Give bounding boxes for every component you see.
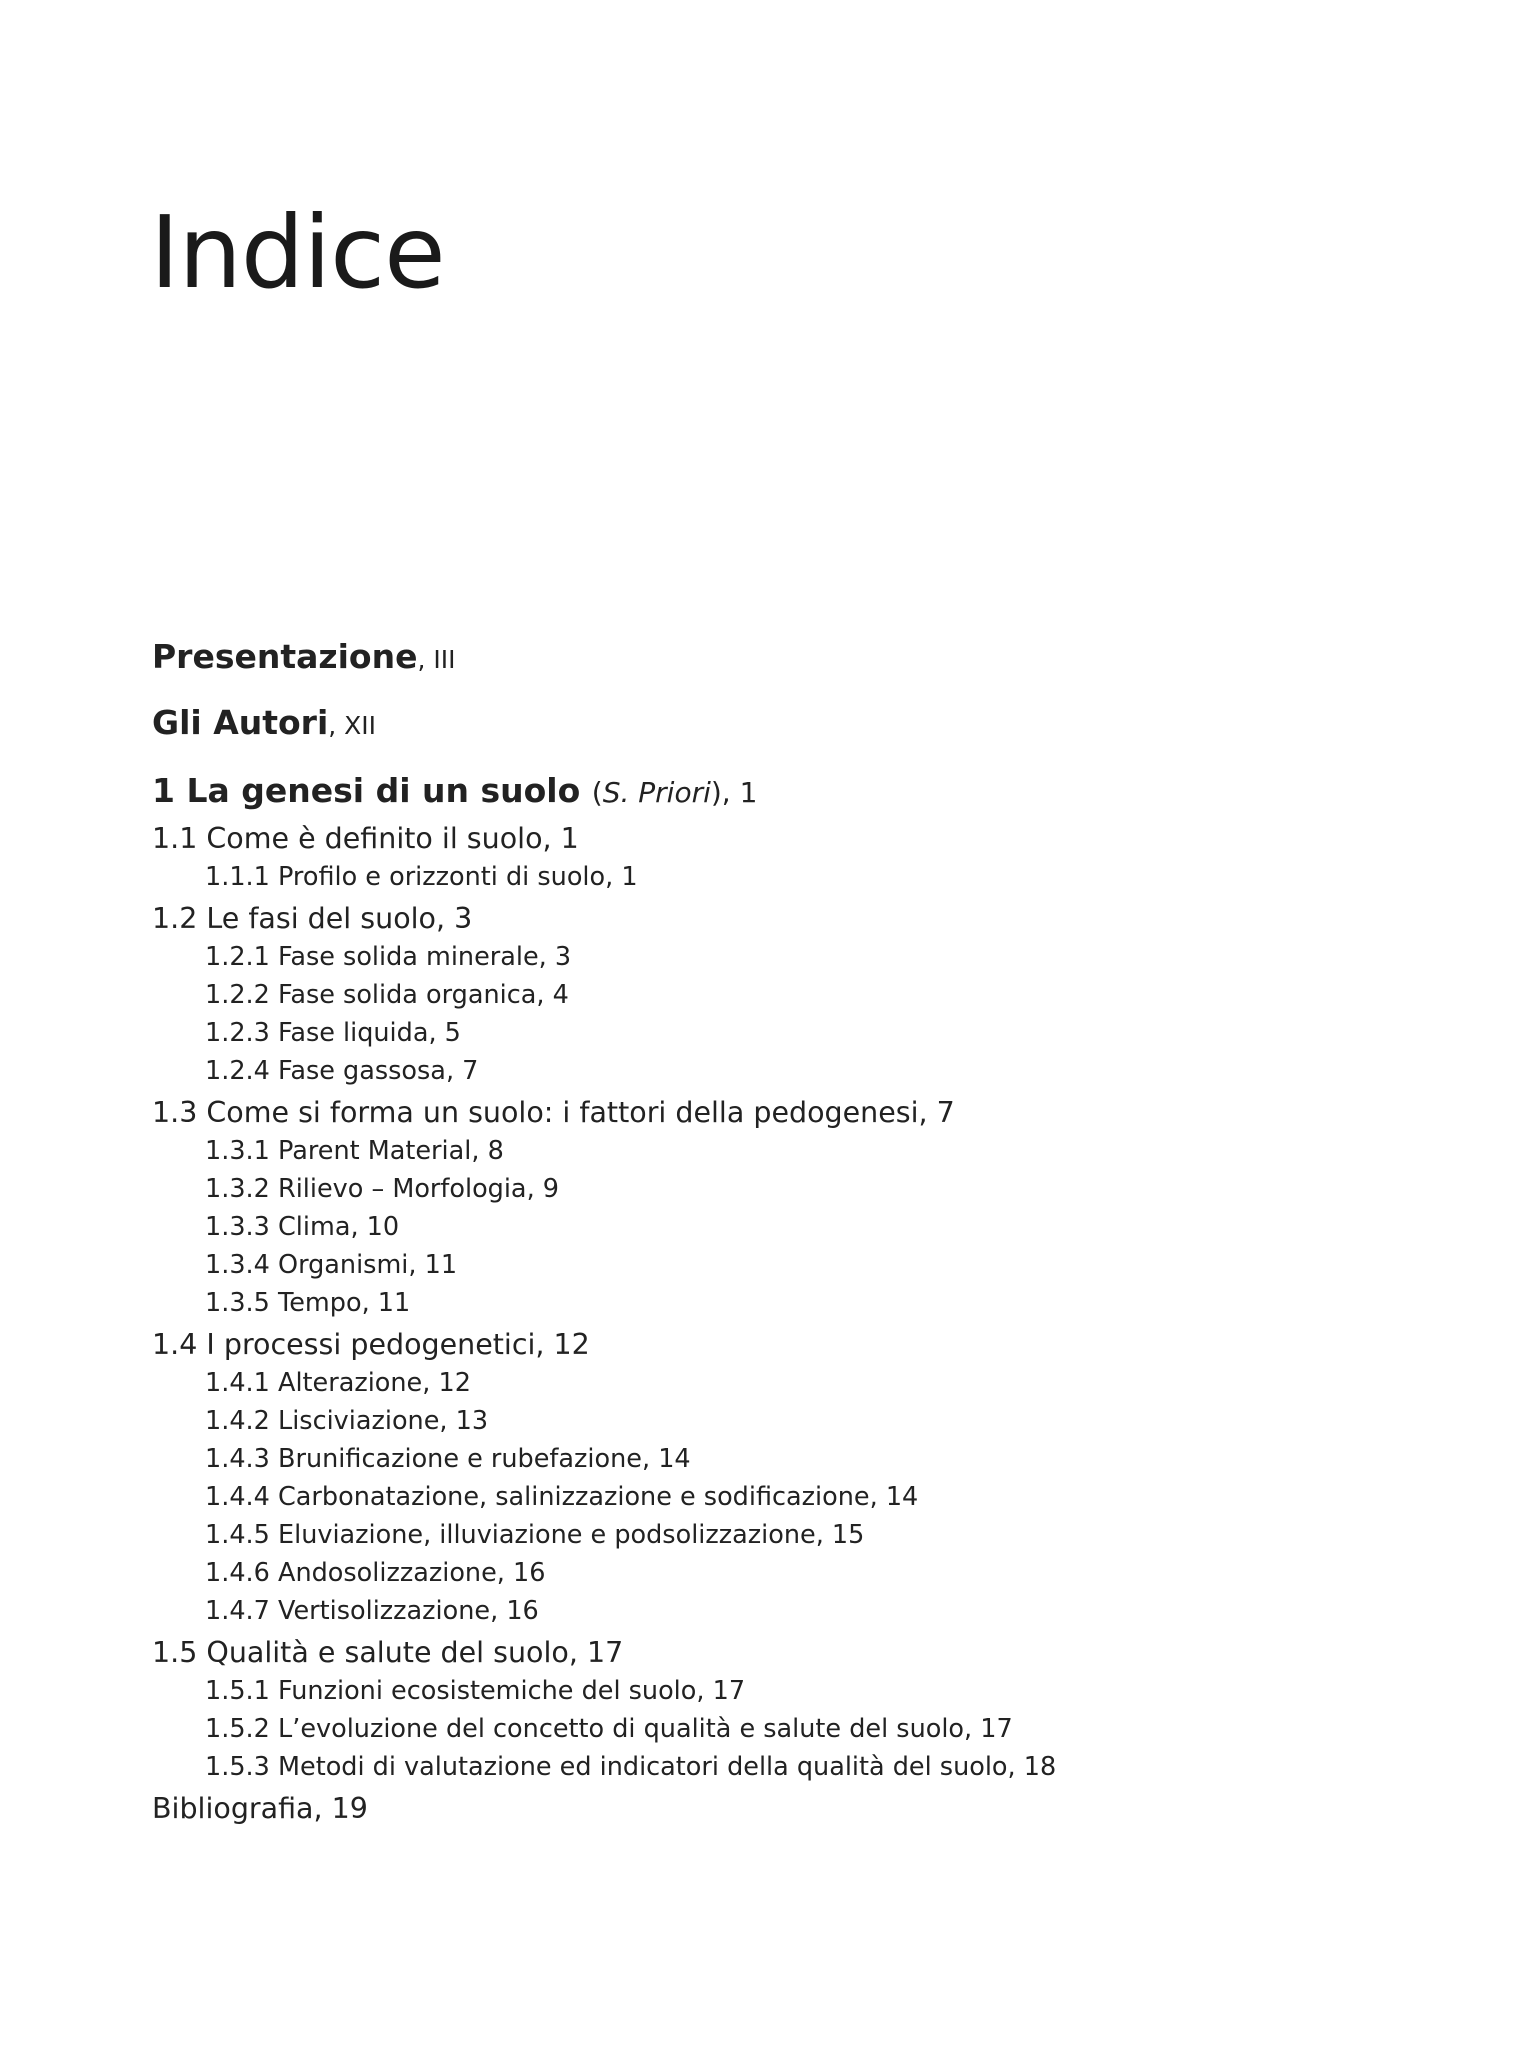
section-number: 1.2.1 <box>205 942 270 972</box>
section-title: Andosolizzazione <box>278 1558 497 1588</box>
toc-subsection[interactable]: 1.2.1 Fase solida minerale, 3 <box>205 942 572 972</box>
section-title: Fase solida minerale <box>278 942 539 972</box>
toc-section[interactable]: 1.4 I processi pedogenetici, 12 <box>152 1328 590 1361</box>
section-title: Metodi di valutazione ed indicatori della qualità del suolo <box>278 1752 1008 1782</box>
section-page: 16 <box>506 1596 539 1626</box>
section-page: 11 <box>424 1250 458 1280</box>
section-number: 1.4 <box>152 1328 198 1361</box>
toc-subsection[interactable]: 1.4.6 Andosolizzazione, 16 <box>205 1558 546 1588</box>
chapter-number: 1 <box>152 771 175 810</box>
section-number: 1.4.5 <box>205 1520 270 1550</box>
section-title: Fase solida organica <box>278 980 537 1010</box>
section-page: 7 <box>462 1056 479 1086</box>
section-title: Parent Material <box>278 1136 472 1166</box>
section-page: 12 <box>553 1328 590 1361</box>
toc-entry-autori[interactable]: Gli Autori, XII <box>152 703 377 742</box>
section-number: 1.3.3 <box>205 1212 270 1242</box>
section-page: 14 <box>885 1482 919 1512</box>
section-page: 17 <box>586 1636 624 1669</box>
section-page: 4 <box>552 980 569 1010</box>
section-title: Le fasi del suolo <box>206 902 436 935</box>
toc-entry-page: XII <box>344 711 377 740</box>
section-number: 1.4.4 <box>205 1482 270 1512</box>
section-title: Fase gassosa <box>278 1056 446 1086</box>
section-page: 1 <box>560 822 579 855</box>
toc-subsection[interactable]: 1.3.2 Rilievo – Morfologia, 9 <box>205 1174 560 1204</box>
section-page: 1 <box>621 862 638 892</box>
section-list <box>152 820 1452 1786</box>
section-number: 1.3 <box>152 1096 198 1129</box>
toc-subsection[interactable]: 1.3.1 Parent Material, 8 <box>205 1136 504 1166</box>
toc-chapter-1[interactable]: 1 La genesi di un suolo (S. Priori), 1 <box>152 771 758 810</box>
section-number: 1.4.2 <box>205 1406 270 1436</box>
section-number: 1.1 <box>152 822 198 855</box>
section-title: L’evoluzione del concetto di qualità e salute del suolo <box>278 1714 965 1744</box>
toc-subsection[interactable]: 1.2.4 Fase gassosa, 7 <box>205 1056 479 1086</box>
section-number: 1.2.2 <box>205 980 270 1010</box>
toc-subsection[interactable]: 1.4.2 Lisciviazione, 13 <box>205 1406 489 1436</box>
toc-entry-presentazione[interactable]: Presentazione, III <box>152 637 456 676</box>
toc-entry-bibliografia[interactable]: Bibliografia, 19 <box>152 1792 368 1825</box>
toc-entry-page: 19 <box>331 1792 368 1825</box>
toc-subsection[interactable]: 1.3.3 Clima, 10 <box>205 1212 400 1242</box>
toc-subsection[interactable]: 1.1.1 Profilo e orizzonti di suolo, 1 <box>205 862 638 892</box>
section-page: 5 <box>444 1018 461 1048</box>
toc-subsection[interactable]: 1.5.1 Funzioni ecosistemiche del suolo, 17 <box>205 1676 746 1706</box>
section-title: Fase liquida <box>278 1018 429 1048</box>
section-title: Alterazione <box>278 1368 423 1398</box>
toc-section[interactable]: 1.5 Qualità e salute del suolo, 17 <box>152 1636 624 1669</box>
page-title: Indice <box>150 194 445 311</box>
section-page: 9 <box>542 1174 560 1204</box>
section-title: Funzioni ecosistemiche del suolo <box>278 1676 697 1706</box>
section-number: 1.2.3 <box>205 1018 270 1048</box>
section-page: 14 <box>658 1444 691 1474</box>
section-number: 1.5 <box>152 1636 198 1669</box>
section-page: 12 <box>438 1368 471 1398</box>
section-title: Profilo e orizzonti di suolo <box>278 862 606 892</box>
toc-subsection[interactable]: 1.2.3 Fase liquida, 5 <box>205 1018 461 1048</box>
table-of-contents <box>152 635 1452 1828</box>
section-page: 3 <box>554 942 572 972</box>
section-page: 17 <box>980 1714 1013 1744</box>
toc-entry-label: Gli Autori <box>152 703 329 742</box>
section-title: Carbonatazione, salinizzazione e sodificazione <box>278 1482 870 1512</box>
section-page: 13 <box>455 1406 489 1436</box>
section-title: Clima <box>278 1212 351 1242</box>
toc-section[interactable]: 1.1 Come è definito il suolo, 1 <box>152 822 579 855</box>
section-page: 18 <box>1023 1752 1057 1782</box>
section-number: 1.5.3 <box>205 1752 270 1782</box>
section-number: 1.4.6 <box>205 1558 270 1588</box>
section-title: Rilievo – Morfologia <box>278 1174 527 1204</box>
section-number: 1.3.5 <box>205 1288 270 1318</box>
section-title: Lisciviazione <box>278 1406 440 1436</box>
section-number: 1.1.1 <box>205 862 270 892</box>
section-title: Brunificazione e rubefazione <box>278 1444 642 1474</box>
section-page: 16 <box>513 1558 546 1588</box>
chapter-page: 1 <box>739 776 758 809</box>
section-page: 15 <box>831 1520 865 1550</box>
section-title: Come si forma un suolo: i fattori della pedogenesi <box>206 1096 919 1129</box>
section-number: 1.5.2 <box>205 1714 270 1744</box>
section-title: Qualità e salute del suolo <box>206 1636 569 1669</box>
section-page: 17 <box>712 1676 746 1706</box>
section-number: 1.4.1 <box>205 1368 270 1398</box>
section-page: 11 <box>377 1288 411 1318</box>
toc-subsection[interactable]: 1.4.5 Eluviazione, illuviazione e podsolizzazione, 15 <box>205 1520 865 1550</box>
toc-section[interactable]: 1.3 Come si forma un suolo: i fattori della pedogenesi, 7 <box>152 1096 955 1129</box>
section-number: 1.2 <box>152 902 198 935</box>
section-number: 1.4.7 <box>205 1596 270 1626</box>
chapter-title: La genesi di un suolo <box>186 771 581 810</box>
section-number: 1.3.4 <box>205 1250 270 1280</box>
section-number: 1.3.1 <box>205 1136 270 1166</box>
toc-entry-page: III <box>433 645 456 674</box>
section-title: Come è definito il suolo <box>206 822 543 855</box>
toc-section[interactable]: 1.2 Le fasi del suolo, 3 <box>152 902 473 935</box>
section-page: 10 <box>366 1212 400 1242</box>
section-title: Organismi <box>278 1250 409 1280</box>
section-number: 1.4.3 <box>205 1444 270 1474</box>
section-title: Tempo <box>278 1288 362 1318</box>
toc-subsection[interactable]: 1.4.7 Vertisolizzazione, 16 <box>205 1596 539 1626</box>
section-number: 1.3.2 <box>205 1174 270 1204</box>
toc-subsection[interactable]: 1.4.3 Brunificazione e rubefazione, 14 <box>205 1444 691 1474</box>
toc-subsection[interactable]: 1.2.2 Fase solida organica, 4 <box>205 980 569 1010</box>
section-title: Vertisolizzazione <box>278 1596 491 1626</box>
section-title: Eluviazione, illuviazione e podsolizzazione <box>278 1520 816 1550</box>
toc-entry-label: Bibliografia <box>152 1792 314 1825</box>
section-page: 8 <box>487 1136 504 1166</box>
chapter-author: S. Priori <box>602 776 711 809</box>
toc-subsection[interactable]: 1.4.1 Alterazione, 12 <box>205 1368 471 1398</box>
section-number: 1.5.1 <box>205 1676 270 1706</box>
toc-entry-label: Presentazione <box>152 637 418 676</box>
toc-subsection[interactable]: 1.5.3 Metodi di valutazione ed indicatori della qualità del suolo, 18 <box>205 1752 1057 1782</box>
toc-subsection[interactable]: 1.5.2 L’evoluzione del concetto di qualità e salute del suolo, 17 <box>205 1714 1013 1744</box>
section-number: 1.2.4 <box>205 1056 270 1086</box>
section-title: I processi pedogenetici <box>206 1328 536 1361</box>
section-page: 7 <box>936 1096 955 1129</box>
section-page: 3 <box>454 902 473 935</box>
toc-subsection[interactable]: 1.3.4 Organismi, 11 <box>205 1250 458 1280</box>
toc-subsection[interactable]: 1.4.4 Carbonatazione, salinizzazione e sodificazione, 14 <box>205 1482 919 1512</box>
toc-subsection[interactable]: 1.3.5 Tempo, 11 <box>205 1288 411 1318</box>
